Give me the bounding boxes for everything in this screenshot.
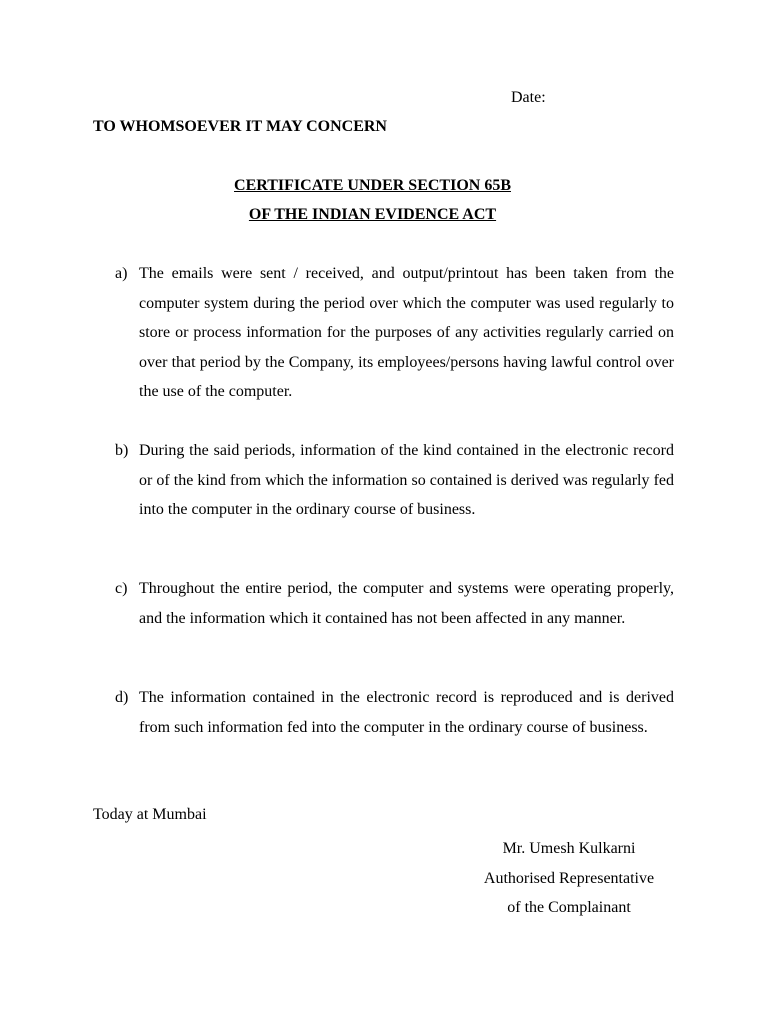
certificate-title-line-1: CERTIFICATE UNDER SECTION 65B [234,177,511,194]
signatory-role: Authorised Representative [483,869,655,887]
signatory-name: Mr. Umesh Kulkarni [502,840,636,857]
clause-marker: a) [115,265,128,282]
clause-text: Throughout the entire period, the computer and systems were operating properly, and the information which it contained has not been affected in any manner. [139,580,674,627]
clause-marker: c) [115,580,128,597]
signatory-of: of the Complainant [507,899,631,916]
date-label: Date: [511,89,546,106]
clause-text: During the said periods, information of the kind contained in the electronic record or of the kind from which the information so contained is derived was regularly fed into the computer in the ordinary course of business. [139,442,674,518]
clause-marker: b) [115,442,129,459]
clause-text: The information contained in the electronic record is reproduced and is derived from such information fed into the computer in the ordinary course of business. [139,689,674,736]
place-line: Today at Mumbai [93,806,207,823]
signature-block [460,834,678,923]
certificate-title-line-2: OF THE INDIAN EVIDENCE ACT [248,206,497,223]
addressee-heading: TO WHOMSOEVER IT MAY CONCERN [93,118,387,135]
clause-marker: d) [115,689,129,706]
clause-text: The emails were sent / received, and output/printout has been taken from the computer system during the period over which the computer was used regularly to store or process information for the purposes of any activities regularly carried on over that period by the Company, its employees/persons having lawful control over the use of the computer. [139,265,674,400]
